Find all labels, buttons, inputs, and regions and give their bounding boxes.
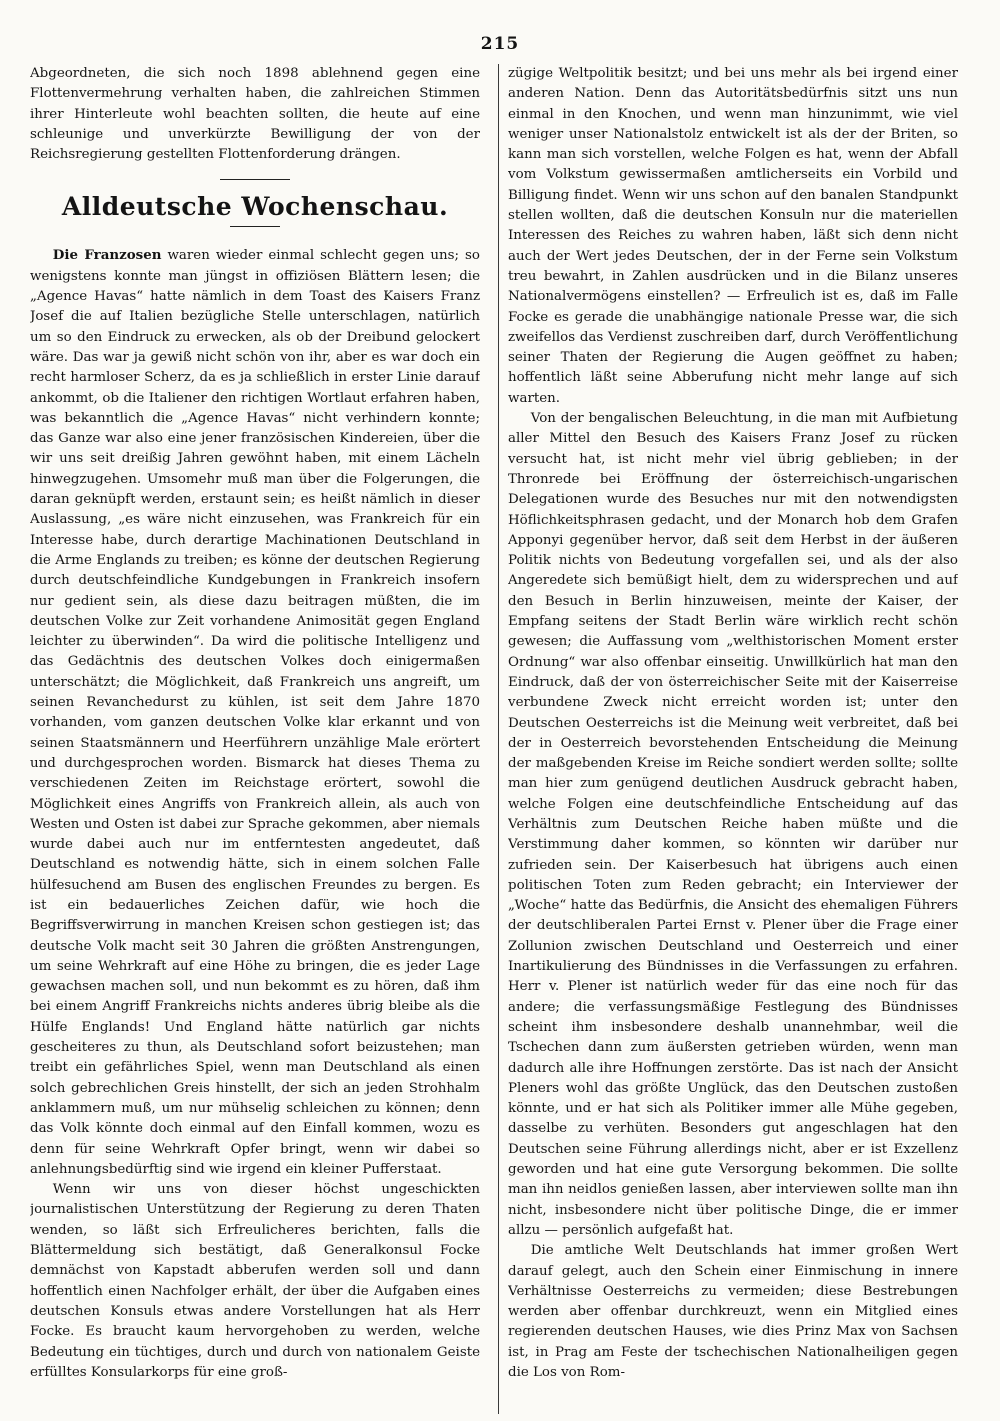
lead-word: Die bbox=[52, 247, 85, 264]
left-column bbox=[30, 64, 480, 1414]
article-paragraph-3: zügige Weltpolitik besitzt; und bei uns mehr als bei irgend einer anderen Nation. Denn das Autoritätsbedürfnis sitzt uns nun einmal in den Knochen, und wenn man hinzunimmt, wie viel weniger unser Nationalstolz entwickelt ist als der der Briten, so kann man sich vorstellen, welche Folgen es hat, wenn der Abfall vom Volkstum gewissermaßen amtlicherseits ein Vorbild und Billigung findet. Wenn wir uns schon auf den banalen Standpunkt stellen wollten, daß die deutschen Konsuln nur die materiellen Interessen des Reiches zu wahren haben, läßt sich denn nicht auch der Wert jedes Deutschen, der in der Ferne sein Volkstum treu bewahrt, in Zahlen ausdrücken und in die Bilanz unseres Nationalvermögens einstellen? — Erfreulich ist es, daß im Falle Focke es gerade die unabhängige nationale Presse war, die sich zweifellos das Verdienst zuschreiben darf, durch Veröffentlichung seiner Thaten der Regierung die Augen geöffnet zu haben; hoffentlich läßt seine Abberufung nicht mehr lange auf sich warten. bbox=[508, 66, 958, 406]
page-number: 215 bbox=[480, 34, 520, 54]
column-rule bbox=[498, 64, 499, 1414]
right-column bbox=[508, 64, 958, 1414]
article-paragraph-4: Von der bengalischen Beleuchtung, in die man mit Aufbietung aller Mittel den Besuch des Kaisers Franz Josef zu rücken versucht hat, ist nicht mehr viel übrig geblieben; in der Thronrede bei Eröffnung der österreichisch-ungarischen Delegationen wurde des Besuches nur mit den notwendigsten Höflichkeitsphrasen gedacht, und der Monarch hob dem Grafen Apponyi gegenüber hervor, daß seit dem Herbst in der äußeren Politik nichts von Bedeutung vorgefallen sei, und als der also Angeredete sich bemüßigt hielt, dem zu widersprechen und auf den Besuch in Berlin hinzuweisen, meinte der Kaiser, der Empfang seitens der Stadt Berlin wäre wirklich recht schön gewesen; die Auffassung vom „welthistorischen Moment erster Ordnung“ war also offenbar einseitig. Unwillkürlich hat man den Eindruck, daß der von österreichischer Seite mit der Kaiserreise verbundene Zweck nicht erreicht worden ist; unter den Deutschen Oesterreichs ist die Meinung weit verbreitet, daß bei der in Oesterreich bevorstehenden Entscheidung die Meinung der maßgebenden Kreise im Reiche sondiert werden sollte; sollte man hier zum genügend deutlichen Ausdruck gebracht haben, welche Folgen eine deutschfeindliche Entscheidung auf das Verhältnis zum Deutschen Reiche haben müßte und die Verstimmung daher kommen, so könnten wir darüber nur zufrieden sein. Der Kaiserbesuch hat übrigens auch einen politischen Toten zum Reden gebracht; ein Interviewer der „Woche“ hatte das Bedürfnis, die Ansicht des ehemaligen Führers der deutschliberalen Partei Ernst v. Plener über die Frage einer Zollunion zwischen Deutschland und Oesterreich und einer Inartikulierung des Bündnisses in die Verfassungen zu erfahren. Herr v. Plener ist natürlich weder für das eine noch für das andere; die verfassungsmäßige Festlegung des Bündnisses scheint ihm insbesondere deshalb unannehmbar, weil die Tschechen dann zum äußersten getrieben würden, wenn man dadurch alle ihre Hoffnungen zerstörte. Das ist nach der Ansicht Pleners wohl das größte Unglück, das den Deutschen zustoßen könnte, und er hat sich als Politiker immer alle Mühe gegeben, dasselbe zu verhüten. Besonders gut angeschlagen hat den Deutschen seine Führung allerdings nicht, aber er ist Exzellenz geworden und hat eine gute Versorgung bekommen. Die sollte man ihn neidlos genießen lassen, aber interviewen sollte man ihn nicht, insbesondere nicht über politische Dinge, die er immer allzu — persönlich aufgefaßt hat. bbox=[508, 411, 958, 1238]
section-heading: Alldeutsche Wochenschau. bbox=[61, 192, 449, 222]
article-paragraph-2: Wenn wir uns von dieser höchst ungeschickten journalistischen Unterstützung der Regierung zu deren Thaten wenden, so läßt sich Erfreulicheres berichten, falls die Blättermeldung sich bestätigt, daß Generalkonsul Focke demnächst von Kapstadt abberufen werden soll und dann hoffentlich einen Nachfolger erhält, der über die Aufgaben eines deutschen Konsuls etwas andere Vorstellungen hat als Herr Focke. Es braucht kaum hervorgehoben zu werden, welche Bedeutung ein tüchtiges, durch und durch von nationalem Geiste erfülltes Konsularkorps für eine groß- bbox=[30, 1182, 480, 1380]
spaced-keyword: Franzosen bbox=[84, 247, 162, 264]
paragraph-body: waren wieder einmal schlecht gegen uns; so wenigstens konnte man jüngst in offiziösen Blättern lesen; die „Agence Havas“ hatte nämlich in dem Toast des Kaisers Franz Josef die auf Italien bezügliche Stelle unterschlagen, natürlich um so den Eindruck zu erwecken, als ob der Dreibund gelockert wäre. Das war ja gewiß nicht schön von ihr, aber es war doch ein recht harmloser Scherz, da es ja schließlich in erster Linie darauf ankommt, ob die Italiener den richtigen Wortlaut erfahren haben, was bekanntlich die „Agence Havas“ nicht verhindern konnte; das Ganze war also eine jener französischen Kindereien, über die wir uns seit dreißig Jahren gewöhnt haben, mit einem Lächeln hinwegzugehen. Umsomehr muß man über die Folgerungen, die daran geknüpft werden, erstaunt sein; es heißt nämlich in dieser Auslassung, „es wäre nicht einzusehen, was Frankreich für ein Interesse habe, durch derartige Machinationen Deutschland in die Arme Englands zu treiben; es könne der deutschen Regierung durch deutschfeindliche Kundgebungen in Frankreich insofern nur gedient sein, als diese dazu beitragen müßten, die im deutschen Volke zur Zeit vorhandene Animosität gegen England leichter zu überwinden“. Da wird die politische Intelligenz und das Gedächtnis des deutschen Volkes doch einigermaßen unterschätzt; die Möglichkeit, daß Frankreich uns angreift, um seinen Revanchedurst zu kühlen, ist seit dem Jahre 1870 vorhanden, vom ganzen deutschen Volke klar erkannt und von seinen Staatsmännern und Heerführern unzählige Male erörtert und durchgesprochen worden. Bismarck hat dieses Thema zu verschiedenen Zeiten im Reichstage erörtert, sowohl die Möglichkeit eines Angriffs von Frankreich allein, als auch von Westen und Osten ist dabei zur Sprache gekommen, aber niemals wurde dabei auch nur im entferntesten angedeutet, daß Deutschland es notwendig hätte, sich in einem solchen Falle hülfesuchend am Busen des englischen Freundes zu bergen. Es ist ein bedauerliches Zeichen dafür, wie hoch die Begriffsverwirrung in manchen Kreisen schon gestiegen ist; das deutsche Volk macht seit 30 Jahren die größten Anstrengungen, um seine Wehrkraft auf eine Höhe zu bringen, die es jeder Lage gewachsen machen soll, und nun bekommt es zu hören, daß ihm bei einem Angriff Frankreichs nichts anderes übrig bleibe als die Hülfe Englands! Und England hätte natürlich gar nichts gescheiteres zu thun, als Deutschland sofort beizustehen; man treibt ein gefährliches Spiel, wenn man Deutschland als einen solch gebrechlichen Greis hinstellt, der sich an jeden Strohhalm anklammern muß, um nur mühselig schleichen zu können; denn das Volk könnte doch einmal auf den Einfall kommen, wozu es denn für seine Wehrkraft Opfer bringt, wenn wir dabei so anlehnungsbedürftig sind wie irgend ein kleiner Pufferstaat. bbox=[30, 248, 480, 1177]
heading-underline bbox=[230, 226, 280, 227]
article-paragraph-5: Die amtliche Welt Deutschlands hat immer großen Wert darauf gelegt, auch den Schein einer Einmischung in innere Verhältnisse Oesterreichs zu vermeiden; diese Bestrebungen werden aber offenbar durchkreuzt, wenn ein Mitglied eines regierenden deutschen Hauses, wie dies Prinz Max von Sachsen ist, in Prag am Feste der tschechischen Nationalheiligen gegen die Los von Rom- bbox=[508, 1243, 958, 1380]
article-paragraph-1 bbox=[30, 245, 480, 1180]
section-divider bbox=[220, 179, 290, 180]
intro-paragraph: Abgeordneten, die sich noch 1898 ablehnend gegen eine Flottenvermehrung verhalten haben, die zahlreichen Stimmen ihrer Hinterleute wohl beachten sollten, die heute auf eine schleunige und unverkürzte Bewilligung der von der Reichsregierung gestellten Flottenforderung drängen. bbox=[30, 66, 480, 163]
